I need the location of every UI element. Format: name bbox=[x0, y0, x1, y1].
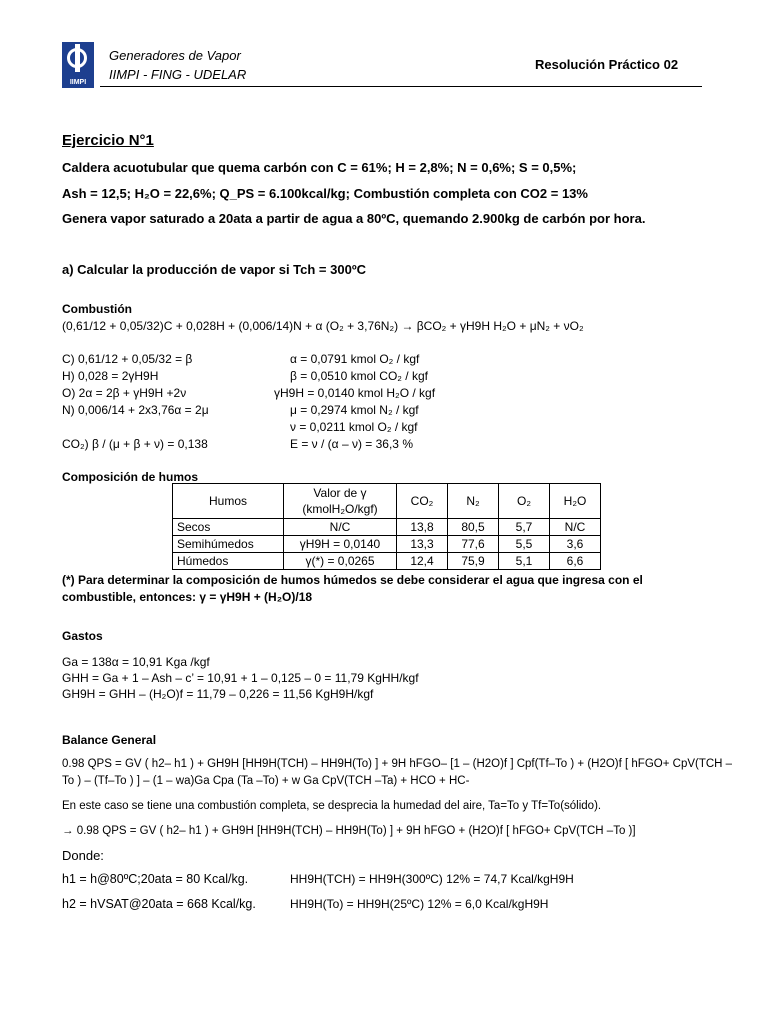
hh9h-tch-line: HH9H(TCH) = HH9H(300ºC) 12% = 74,7 Kcal/kgH9H bbox=[290, 872, 574, 886]
combustion-left-5: CO₂) β / (μ + β + ν) = 0,138 bbox=[62, 437, 208, 451]
combustion-heading: Combustión bbox=[62, 302, 132, 316]
exercise-line2: Ash = 12,5; H₂O = 22,6%; Q_PS = 6.100kcal/kg; Combustión completa con CO2 = 13% bbox=[62, 186, 588, 201]
h1-line: h1 = h@80ºC;20ata = 80 Kcal/kg. bbox=[62, 872, 249, 886]
humos-heading: Composición de humos bbox=[62, 470, 199, 484]
combustion-right-1: β = 0,0510 kmol CO₂ / kgf bbox=[290, 369, 428, 383]
cell: 77,6 bbox=[448, 536, 499, 553]
humos-note-2: combustible, entonces: γ = γH9H + (H₂O)/18 bbox=[62, 590, 313, 604]
gastos-line-2: GH9H = GHH – (H₂O)f = 11,79 – 0,226 = 11,56 KgH9H/kgf bbox=[62, 687, 374, 701]
cell: 13,3 bbox=[397, 536, 448, 553]
cell: γH9H = 0,0140 bbox=[284, 536, 397, 553]
combustion-left-2: O) 2α = 2β + γH9H +2ν bbox=[62, 386, 187, 400]
col-gamma: Valor de γ (kmolH₂O/kgf) bbox=[284, 484, 397, 519]
cell: γ(*) = 0,0265 bbox=[284, 553, 397, 570]
cell: Secos bbox=[173, 519, 284, 536]
cell: 12,4 bbox=[397, 553, 448, 570]
cell: 5,7 bbox=[499, 519, 550, 536]
cell: 5,5 bbox=[499, 536, 550, 553]
cell: Semihúmedos bbox=[173, 536, 284, 553]
gastos-line-0: Ga = 138α = 10,91 Kga /kgf bbox=[62, 655, 210, 669]
combustion-left-0: C) 0,61/12 + 0,05/32 = β bbox=[62, 352, 193, 366]
combustion-left-3: N) 0,006/14 + 2x3,76α = 2μ bbox=[62, 403, 209, 417]
cell: 3,6 bbox=[550, 536, 601, 553]
table-row bbox=[173, 536, 601, 553]
combustion-left-1: H) 0,028 = 2γH9H bbox=[62, 369, 159, 383]
cell: 5,1 bbox=[499, 553, 550, 570]
header-title-line1: Generadores de Vapor bbox=[109, 48, 241, 63]
balance-eq3: → 0.98 QPS = GV ( h2– h1 ) + GH9H [HH9H(TCH) – HH9H(To) ] + 9H hFGO + (H2O)f [ hFGO+ CpV(TCH –To )] bbox=[62, 825, 636, 837]
balance-note: En este caso se tiene una combustión completa, se desprecia la humedad del aire, Ta=To y Tf=To(sólido). bbox=[62, 800, 602, 812]
cell: Húmedos bbox=[173, 553, 284, 570]
exercise-title: Ejercicio N°1 bbox=[62, 132, 154, 149]
iimpi-logo: IIMPI bbox=[62, 42, 94, 88]
cell: 13,8 bbox=[397, 519, 448, 536]
cell: 75,9 bbox=[448, 553, 499, 570]
balance-heading: Balance General bbox=[62, 733, 157, 747]
combustion-equation: (0,61/12 + 0,05/32)C + 0,028H + (0,006/14)N + α (O₂ + 3,76N₂) → βCO₂ + γH9H H₂O + μN₂ + νO₂ bbox=[62, 319, 584, 333]
h2-line: h2 = hVSAT@20ata = 668 Kcal/kg. bbox=[62, 897, 256, 911]
combustion-right-5: E = ν / (α – ν) = 36,3 % bbox=[290, 437, 413, 451]
hh9h-to-line: HH9H(To) = HH9H(25ºC) 12% = 6,0 Kcal/kgH9H bbox=[290, 897, 549, 911]
donde-label: Donde: bbox=[62, 848, 104, 863]
balance-eq1: 0.98 QPS = GV ( h2– h1 ) + GH9H [HH9H(TCH) – HH9H(To) ] + 9H hFGO– [1 – (H2O)f ] Cpf(Tf–To ) + (H2O)f [ hFGO+ CpV(TCH – bbox=[62, 758, 733, 770]
combustion-right-0: α = 0,0791 kmol O₂ / kgf bbox=[290, 352, 420, 366]
exercise-line1: Caldera acuotubular que quema carbón con C = 61%; H = 2,8%; N = 0,6%; S = 0,5%; bbox=[62, 160, 577, 175]
combustion-right-2: γH9H = 0,0140 kmol H₂O / kgf bbox=[274, 386, 436, 400]
gastos-heading: Gastos bbox=[62, 629, 103, 643]
cell: 80,5 bbox=[448, 519, 499, 536]
col-n2: N₂ bbox=[448, 484, 499, 519]
col-humos: Humos bbox=[173, 484, 284, 519]
combustion-right-3: μ = 0,2974 kmol N₂ / kgf bbox=[290, 403, 419, 417]
gastos-line-1: GHH = Ga + 1 – Ash – c’ = 10,91 + 1 – 0,125 – 0 = 11,79 KgHH/kgf bbox=[62, 671, 419, 685]
col-h2o: H₂O bbox=[550, 484, 601, 519]
combustion-right-4: ν = 0,0211 kmol O₂ / kgf bbox=[290, 420, 418, 434]
col-o2: O₂ bbox=[499, 484, 550, 519]
cell: N/C bbox=[284, 519, 397, 536]
humos-table bbox=[172, 483, 601, 570]
table-row bbox=[173, 519, 601, 536]
cell: 6,6 bbox=[550, 553, 601, 570]
part-a: a) Calcular la producción de vapor si Tch = 300ºC bbox=[62, 262, 366, 277]
humos-note-1: (*) Para determinar la composición de humos húmedos se debe considerar el agua que ingresa con el bbox=[62, 573, 643, 587]
humos-header-row bbox=[173, 484, 601, 519]
header-right-title: Resolución Práctico 02 bbox=[535, 57, 679, 72]
balance-eq2: To ) – (Tf–To ) ] – (1 – wa)Ga Cpa (Ta –To) + w Ga CpV(TCH –Ta) + HCO + HC- bbox=[62, 775, 470, 787]
cell: N/C bbox=[550, 519, 601, 536]
table-row bbox=[173, 553, 601, 570]
exercise-line3: Genera vapor saturado a 20ata a partir de agua a 80ºC, quemando 2.900kg de carbón por hora. bbox=[62, 211, 646, 226]
col-co2: CO₂ bbox=[397, 484, 448, 519]
header-title-line2: IIMPI - FING - UDELAR bbox=[109, 67, 247, 82]
header-rule bbox=[100, 86, 702, 87]
